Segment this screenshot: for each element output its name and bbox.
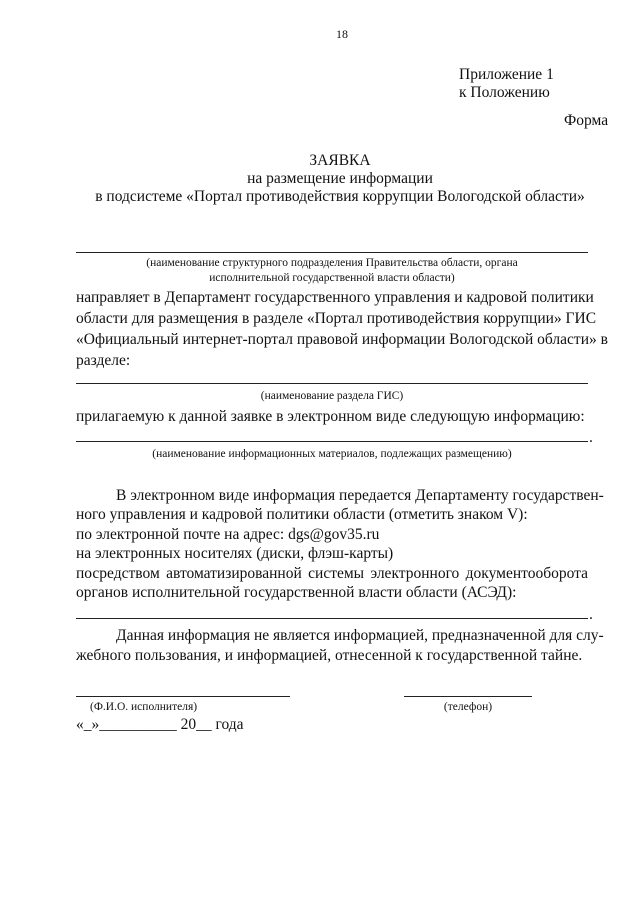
caption-org-line-1: (наименование структурного подразделения Правительства области, органа <box>146 257 518 269</box>
org-name-blank <box>76 252 588 253</box>
form-label: Форма <box>564 112 609 129</box>
section-name-blank <box>76 383 588 384</box>
appendix-line-2: к Положению <box>459 84 550 101</box>
para1-line-3: «Официальный интернет-портал правовой информации Вологодской области» в <box>76 331 608 348</box>
para4-line-1: Данная информация не является информацией, предназначенной для слу- <box>116 627 604 644</box>
appendix-line-1: Приложение 1 <box>459 66 554 83</box>
title-line-2: на размещение информации <box>247 170 433 187</box>
title-line-3: в подсистеме «Портал противодействия коррупции Вологодской области» <box>95 188 585 205</box>
para1-line-2: области для размещения в разделе «Портал противодействия коррупции» ГИС <box>76 310 597 327</box>
ased-blank <box>76 618 588 619</box>
caption-phone: (телефон) <box>443 701 493 713</box>
para3-line-1: В электронном виде информация передается Департаменту государствен- <box>116 487 604 504</box>
para3-line-6: органов исполнительной государственной власти области (АСЭД): <box>76 584 517 601</box>
para3-line-2: ного управления и кадровой политики области (отметить знаком V): <box>76 506 528 523</box>
phone-blank <box>404 696 532 697</box>
para3-line-5: посредством автоматизированной системы электронного документооборота <box>76 565 588 582</box>
para3-line-3: по электронной почте на адрес: dgs@gov35.ru <box>76 526 380 543</box>
caption-fio: (Ф.И.О. исполнителя) <box>90 701 198 713</box>
fio-blank <box>76 696 290 697</box>
caption-org-line-2: исполнительной государственной власти области) <box>209 272 455 284</box>
para1-line-1: направляет в Департамент государственного управления и кадровой политики <box>76 289 594 306</box>
para3-line-4: на электронных носителях (диски, флэш-карты) <box>76 545 394 562</box>
date-line: «_»__________ 20__ года <box>76 716 244 733</box>
title-heading: ЗАЯВКА <box>309 152 371 169</box>
para2: прилагаемую к данной заявке в электронном виде следующую информацию: <box>76 408 585 425</box>
materials-blank <box>76 441 588 442</box>
para4-line-2: жебного пользования, и информацией, отнесенной к государственной тайне. <box>76 647 583 664</box>
caption-section: (наименование раздела ГИС) <box>260 390 404 402</box>
caption-materials: (наименование информационных материалов, подлежащих размещению) <box>152 448 512 460</box>
para1-line-4: разделе: <box>76 352 131 369</box>
ased-trailing-dot: . <box>589 606 593 623</box>
page-number: 18 <box>336 27 348 41</box>
materials-trailing-dot: . <box>589 429 593 446</box>
